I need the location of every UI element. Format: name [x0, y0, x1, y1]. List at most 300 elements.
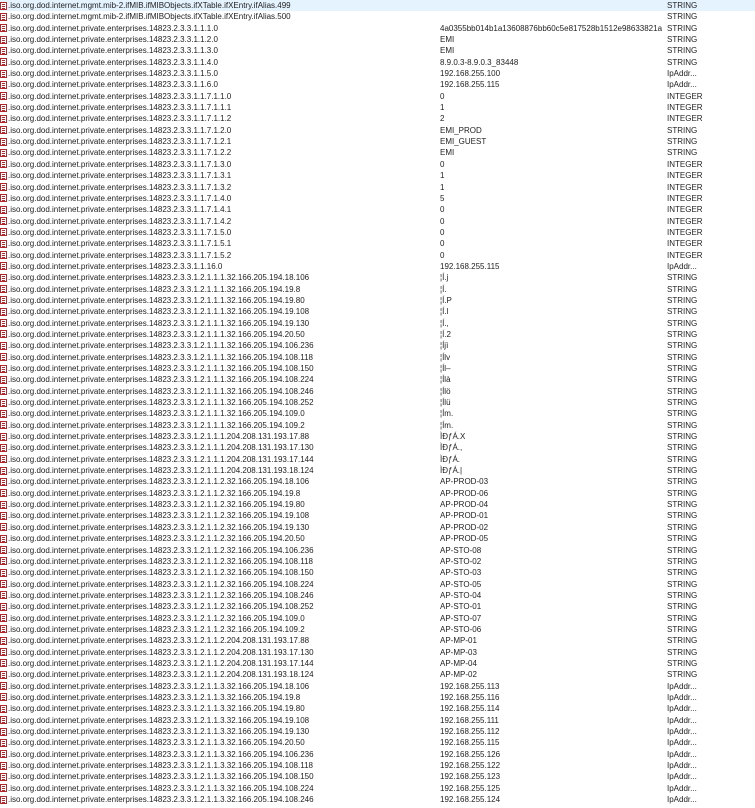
mib-leaf-icon	[0, 750, 7, 758]
mib-row[interactable]	[0, 318, 755, 329]
type-text: STRING	[667, 329, 698, 339]
value-text: AP-STO-04	[440, 590, 482, 600]
mib-leaf-icon	[0, 478, 7, 486]
oid-text: .iso.org.dod.internet.private.enterprises.14823.2.3.3.1.1.5.0	[8, 69, 218, 79]
value-text: ¦Í.	[440, 284, 447, 294]
value-text: ÌÐƒÁ.X	[440, 432, 466, 442]
mib-row[interactable]	[0, 715, 755, 726]
value-text: ¦Íjì	[440, 341, 449, 351]
value-text: AP-MP-02	[440, 670, 477, 680]
type-text: IpAddr...	[667, 772, 697, 782]
type-text: IpAddr...	[667, 727, 697, 736]
value-text: 0	[440, 250, 445, 260]
type-text: STRING	[667, 398, 698, 408]
oid-text: .iso.org.dod.internet.private.enterprises.14823.2.3.3.1.2.1.1.1.32.166.205.194.18.106	[8, 273, 310, 283]
type-text: IpAddr...	[667, 738, 697, 748]
mib-leaf-icon	[0, 625, 7, 633]
oid-text: .iso.org.dod.internet.private.enterprises.14823.2.3.3.1.2.1.1.3.32.166.205.194.19.108	[8, 715, 310, 725]
value-text: AP-STO-07	[440, 613, 482, 623]
mib-leaf-icon	[0, 240, 7, 248]
value-text: 192.168.255.116	[440, 692, 500, 702]
mib-leaf-icon	[0, 342, 7, 350]
type-text: INTEGER	[667, 103, 703, 113]
value-text: 1	[440, 103, 445, 113]
oid-text: .iso.org.dod.internet.private.enterprises.14823.2.3.3.1.2.1.1.2.204.208.131.193.17.130	[8, 647, 314, 657]
oid-text: .iso.org.dod.internet.private.enterprises.14823.2.3.3.1.2.1.1.2.32.166.205.194.19.108	[8, 511, 310, 521]
mib-row[interactable]	[0, 170, 755, 181]
mib-row[interactable]	[0, 45, 755, 56]
mib-row[interactable]	[0, 272, 755, 283]
mib-row[interactable]	[0, 499, 755, 510]
mib-row[interactable]	[0, 397, 755, 408]
oid-text: .iso.org.dod.internet.private.enterprises.14823.2.3.3.1.2.1.1.1.32.166.205.194.19.80	[8, 295, 305, 305]
value-text: EMI	[440, 35, 455, 45]
type-text: STRING	[667, 307, 698, 317]
mib-leaf-icon	[0, 13, 7, 21]
oid-text: .iso.org.dod.internet.private.enterprises.14823.2.3.3.1.2.1.1.1.32.166.205.194.109.2	[8, 420, 305, 430]
mib-row[interactable]	[0, 216, 755, 227]
value-text: 0	[440, 227, 445, 237]
type-text: STRING	[667, 35, 698, 45]
mib-leaf-icon	[0, 523, 7, 531]
oid-text: .iso.org.dod.internet.private.enterprises.14823.2.3.3.1.1.7.1.1.0	[8, 91, 232, 101]
oid-text: .iso.org.dod.internet.private.enterprises.14823.2.3.3.1.2.1.1.1.32.166.205.194.109.0	[8, 409, 305, 419]
oid-text: .iso.org.dod.internet.private.enterprises.14823.2.3.3.1.2.1.1.2.32.166.205.194.19.130	[8, 522, 310, 532]
oid-text: .iso.org.dod.internet.private.enterprises.14823.2.3.3.1.1.7.1.3.2	[8, 182, 232, 192]
mib-row[interactable]	[0, 681, 755, 692]
type-text: IpAddr...	[667, 761, 697, 771]
mib-row[interactable]	[0, 34, 755, 45]
value-text: 192.168.255.115	[440, 738, 500, 748]
mib-row[interactable]	[0, 613, 755, 624]
oid-text: .iso.org.dod.internet.private.enterprises.14823.2.3.3.1.2.1.1.2.204.208.131.193.17.88	[8, 636, 310, 646]
value-text: 0	[440, 91, 445, 101]
value-text: 0	[440, 159, 445, 169]
mib-leaf-icon	[0, 762, 7, 770]
mib-leaf-icon	[0, 728, 7, 736]
mib-leaf-icon	[0, 784, 7, 792]
mib-row[interactable]	[0, 329, 755, 340]
value-text: 192.168.255.114	[440, 704, 500, 714]
type-text: STRING	[667, 602, 698, 612]
type-text: STRING	[667, 590, 698, 600]
mib-leaf-icon	[0, 183, 7, 191]
value-text: EMI	[440, 148, 455, 158]
mib-leaf-icon	[0, 2, 7, 10]
oid-text: .iso.org.dod.internet.private.enterprises.14823.2.3.3.1.1.7.1.4.1	[8, 205, 232, 215]
type-text: STRING	[667, 579, 698, 589]
oid-text: .iso.org.dod.internet.private.enterprises.14823.2.3.3.1.2.1.1.1.32.166.205.194.108.224	[8, 375, 314, 385]
oid-text: .iso.org.dod.internet.private.enterprises.14823.2.3.3.1.1.7.1.2.2	[8, 148, 232, 158]
mib-leaf-icon	[0, 693, 7, 701]
value-text: 192.168.255.100	[440, 69, 501, 79]
mib-row[interactable]	[0, 227, 755, 238]
mib-leaf-icon	[0, 160, 7, 168]
mib-row[interactable]	[0, 261, 755, 272]
oid-text: .iso.org.dod.internet.private.enterprises.14823.2.3.3.1.1.7.1.1.2	[8, 114, 232, 124]
mib-row[interactable]	[0, 147, 755, 158]
mib-leaf-icon	[0, 228, 7, 236]
type-text: INTEGER	[667, 171, 703, 181]
type-text: IpAddr...	[667, 795, 697, 805]
value-text: AP-PROD-06	[440, 488, 489, 498]
value-text: ÌÐƒÁ.|	[440, 466, 463, 476]
oid-text: .iso.org.dod.internet.private.enterprises.14823.2.3.3.1.1.7.1.3.1	[8, 171, 232, 181]
mib-row[interactable]	[0, 658, 755, 669]
oid-text: .iso.org.dod.internet.private.enterprises.14823.2.3.3.1.2.1.1.3.32.166.205.194.108.150	[8, 772, 314, 782]
mib-row[interactable]	[0, 284, 755, 295]
mib-row[interactable]	[0, 692, 755, 703]
type-text: STRING	[667, 1, 698, 10]
mib-leaf-icon	[0, 580, 7, 588]
mib-leaf-icon	[0, 569, 7, 577]
value-text: 0	[440, 205, 445, 215]
mib-row[interactable]	[0, 340, 755, 351]
mib-row[interactable]	[0, 794, 755, 805]
mib-leaf-icon	[0, 47, 7, 55]
mib-row[interactable]	[0, 11, 755, 22]
mib-row[interactable]	[0, 579, 755, 590]
mib-row[interactable]	[0, 703, 755, 714]
mib-leaf-icon	[0, 773, 7, 781]
value-text: EMI_PROD	[440, 125, 482, 135]
type-text: STRING	[667, 556, 698, 566]
oid-text: .iso.org.dod.internet.private.enterprises.14823.2.3.3.1.2.1.1.2.32.166.205.194.109.2	[8, 624, 305, 634]
type-text: STRING	[667, 522, 698, 532]
mib-leaf-icon	[0, 92, 7, 100]
oid-text: .iso.org.dod.internet.private.enterprises.14823.2.3.3.1.1.7.1.4.0	[8, 193, 232, 203]
mib-leaf-icon	[0, 376, 7, 384]
mib-leaf-icon	[0, 36, 7, 44]
mib-row[interactable]	[0, 408, 755, 419]
mib-row[interactable]	[0, 113, 755, 124]
value-text: 192.168.255.125	[440, 783, 501, 793]
oid-text: .iso.org.dod.internet.private.enterprises.14823.2.3.3.1.2.1.1.1.32.166.205.194.106.236	[8, 341, 314, 351]
value-text: 192.168.255.126	[440, 749, 501, 759]
oid-text: .iso.org.dod.internet.private.enterprises.14823.2.3.3.1.1.4.0	[8, 57, 218, 67]
mib-leaf-icon	[0, 648, 7, 656]
oid-text: .iso.org.dod.internet.private.enterprises.14823.2.3.3.1.2.1.1.2.32.166.205.194.109.0	[8, 613, 305, 623]
mib-row[interactable]	[0, 386, 755, 397]
mib-leaf-icon	[0, 659, 7, 667]
value-text: 2	[440, 114, 445, 124]
mib-row[interactable]	[0, 57, 755, 68]
value-text: 192.168.255.115	[440, 80, 500, 90]
mib-leaf-icon	[0, 365, 7, 373]
mib-leaf-icon	[0, 285, 7, 293]
oid-text: .iso.org.dod.internet.private.enterprises.14823.2.3.3.1.2.1.1.1.204.208.131.193.18.124	[8, 466, 314, 476]
mib-row[interactable]	[0, 545, 755, 556]
type-text: INTEGER	[667, 250, 703, 260]
mib-leaf-icon	[0, 387, 7, 395]
value-text: ¦Ílü	[440, 398, 451, 408]
type-text: STRING	[667, 46, 698, 56]
oid-text: .iso.org.dod.internet.private.enterprises.14823.2.3.3.1.1.7.1.2.0	[8, 125, 232, 135]
value-text: AP-STO-01	[440, 602, 482, 612]
type-text: STRING	[667, 500, 698, 510]
type-text: INTEGER	[667, 91, 703, 101]
oid-text: .iso.org.dod.internet.private.enterprises.14823.2.3.3.1.2.1.1.3.32.166.205.194.108.118	[8, 761, 313, 771]
type-text: STRING	[667, 568, 698, 578]
mib-row[interactable]	[0, 749, 755, 760]
value-text: ¦Ílà	[440, 375, 451, 385]
mib-row[interactable]	[0, 635, 755, 646]
mib-leaf-icon	[0, 410, 7, 418]
mib-row[interactable]	[0, 737, 755, 748]
value-text: 192.168.255.122	[440, 761, 501, 771]
mib-leaf-icon	[0, 603, 7, 611]
mib-leaf-icon	[0, 557, 7, 565]
oid-text: .iso.org.dod.internet.mgmt.mib-2.ifMIB.ifMIBObjects.ifXTable.ifXEntry.ifAlias.499	[8, 1, 291, 10]
oid-text: .iso.org.dod.internet.private.enterprises.14823.2.3.3.1.2.1.1.1.32.166.205.194.108.246	[8, 386, 314, 396]
type-text: STRING	[667, 148, 698, 158]
type-text: STRING	[667, 409, 698, 419]
type-text: INTEGER	[667, 193, 703, 203]
type-text: INTEGER	[667, 227, 703, 237]
type-text: STRING	[667, 658, 698, 668]
mib-row[interactable]	[0, 442, 755, 453]
mib-row[interactable]	[0, 647, 755, 658]
value-text: AP-PROD-04	[440, 500, 489, 510]
oid-text: .iso.org.dod.internet.private.enterprises.14823.2.3.3.1.2.1.1.1.32.166.205.194.108.118	[8, 352, 313, 362]
type-text: STRING	[667, 466, 698, 476]
type-text: STRING	[667, 511, 698, 521]
oid-text: .iso.org.dod.internet.private.enterprises.14823.2.3.3.1.1.16.0	[8, 261, 223, 271]
oid-text: .iso.org.dod.internet.private.enterprises.14823.2.3.3.1.2.1.1.2.204.208.131.193.18.124	[8, 670, 314, 680]
value-text: AP-PROD-02	[440, 522, 489, 532]
mib-leaf-icon	[0, 353, 7, 361]
value-text: AP-MP-04	[440, 658, 477, 668]
type-text: STRING	[667, 318, 698, 328]
value-text: AP-STO-05	[440, 579, 482, 589]
oid-text: .iso.org.dod.internet.private.enterprises.14823.2.3.3.1.2.1.1.3.32.166.205.194.106.236	[8, 749, 314, 759]
oid-text: .iso.org.dod.internet.private.enterprises.14823.2.3.3.1.2.1.1.2.32.166.205.194.108.118	[8, 556, 313, 566]
mib-leaf-icon	[0, 739, 7, 747]
oid-text: .iso.org.dod.internet.mgmt.mib-2.ifMIB.ifMIBObjects.ifXTable.ifXEntry.ifAlias.500	[8, 12, 291, 22]
mib-row[interactable]	[0, 624, 755, 635]
mib-leaf-icon	[0, 319, 7, 327]
mib-row[interactable]	[0, 125, 755, 136]
type-text: STRING	[667, 137, 698, 147]
mib-leaf-icon	[0, 501, 7, 509]
mib-row[interactable]	[0, 510, 755, 521]
mib-row[interactable]	[0, 363, 755, 374]
mib-row[interactable]	[0, 159, 755, 170]
mib-leaf-icon	[0, 115, 7, 123]
mib-row[interactable]	[0, 374, 755, 385]
mib-row[interactable]	[0, 726, 755, 737]
oid-text: .iso.org.dod.internet.private.enterprises.14823.2.3.3.1.2.1.1.1.32.166.205.194.19.8	[8, 284, 301, 294]
type-text: STRING	[667, 364, 698, 373]
value-text: AP-PROD-05	[440, 534, 489, 544]
mib-leaf-icon	[0, 330, 7, 338]
mib-leaf-icon	[0, 104, 7, 112]
type-text: IpAddr...	[667, 69, 697, 79]
mib-leaf-icon	[0, 296, 7, 304]
mib-leaf-icon	[0, 444, 7, 452]
oid-text: .iso.org.dod.internet.private.enterprises.14823.2.3.3.1.2.1.1.1.32.166.205.194.108.252	[8, 398, 314, 408]
value-text: ¦Ílv	[440, 352, 451, 362]
oid-text: .iso.org.dod.internet.private.enterprises.14823.2.3.3.1.1.2.0	[8, 35, 218, 45]
value-text: ¦Ím.	[440, 420, 454, 430]
type-text: STRING	[667, 477, 698, 487]
mib-row[interactable]	[0, 465, 755, 476]
mib-row[interactable]	[0, 420, 755, 431]
mib-leaf-icon	[0, 433, 7, 441]
type-text: IpAddr...	[667, 80, 697, 90]
oid-text: .iso.org.dod.internet.private.enterprises.14823.2.3.3.1.2.1.1.2.32.166.205.194.20.50	[8, 534, 305, 544]
value-text: AP-STO-02	[440, 556, 482, 566]
mib-row[interactable]	[0, 182, 755, 193]
type-text: STRING	[667, 432, 698, 442]
mib-row[interactable]	[0, 431, 755, 442]
mib-leaf-icon	[0, 217, 7, 225]
mib-row[interactable]	[0, 476, 755, 487]
type-text: STRING	[667, 488, 698, 498]
mib-leaf-icon	[0, 591, 7, 599]
value-text: ÌÐƒÁ.	[440, 454, 461, 464]
oid-text: .iso.org.dod.internet.private.enterprises.14823.2.3.3.1.2.1.1.2.32.166.205.194.19.80	[8, 500, 305, 510]
mib-row[interactable]	[0, 68, 755, 79]
value-text: 1	[440, 171, 445, 181]
type-text: STRING	[667, 284, 698, 294]
value-text: AP-STO-08	[440, 545, 482, 555]
mib-leaf-icon	[0, 535, 7, 543]
mib-row[interactable]	[0, 102, 755, 113]
mib-row[interactable]	[0, 454, 755, 465]
type-text: STRING	[667, 341, 698, 351]
mib-row[interactable]	[0, 590, 755, 601]
value-text: 192.168.255.112	[440, 727, 500, 736]
value-text: 192.168.255.124	[440, 795, 501, 805]
mib-row[interactable]	[0, 522, 755, 533]
value-text: EMI_GUEST	[440, 137, 487, 147]
type-text: STRING	[667, 295, 698, 305]
mib-leaf-icon	[0, 172, 7, 180]
value-text: ¦Í.,	[440, 318, 449, 328]
mib-leaf-icon	[0, 274, 7, 282]
oid-text: .iso.org.dod.internet.private.enterprises.14823.2.3.3.1.2.1.1.2.32.166.205.194.108.224	[8, 579, 314, 589]
mib-row[interactable]	[0, 295, 755, 306]
value-text: ¦Ílö	[440, 386, 451, 396]
type-text: STRING	[667, 57, 698, 67]
mib-leaf-icon	[0, 682, 7, 690]
value-text: AP-STO-06	[440, 624, 482, 634]
mib-row[interactable]	[0, 533, 755, 544]
type-text: STRING	[667, 454, 698, 464]
type-text: STRING	[667, 636, 698, 646]
mib-row[interactable]	[0, 0, 755, 11]
mib-row[interactable]	[0, 79, 755, 90]
value-text: 5	[440, 193, 445, 203]
oid-text: .iso.org.dod.internet.private.enterprises.14823.2.3.3.1.2.1.1.2.32.166.205.194.108.246	[8, 590, 314, 600]
mib-leaf-icon	[0, 614, 7, 622]
mib-leaf-icon	[0, 546, 7, 554]
value-text: ¦Í.P	[440, 295, 452, 305]
type-text: STRING	[667, 545, 698, 555]
mib-row[interactable]	[0, 91, 755, 102]
type-text: IpAddr...	[667, 681, 697, 691]
value-text: ÌÐƒÁ.,	[440, 443, 463, 453]
oid-text: .iso.org.dod.internet.private.enterprises.14823.2.3.3.1.1.7.1.5.2	[8, 250, 232, 260]
oid-text: .iso.org.dod.internet.private.enterprises.14823.2.3.3.1.2.1.1.1.204.208.131.193.17.88	[8, 432, 310, 442]
mib-leaf-icon	[0, 467, 7, 475]
oid-text: .iso.org.dod.internet.private.enterprises.14823.2.3.3.1.2.1.1.2.32.166.205.194.18.106	[8, 477, 310, 487]
mib-row[interactable]	[0, 23, 755, 34]
type-text: INTEGER	[667, 239, 703, 249]
mib-leaf-icon	[0, 70, 7, 78]
value-text: 4a0355bb014b1a13608876bb60c5e817528b1512e98633821a	[440, 23, 663, 33]
value-text: 192.168.255.113	[440, 681, 500, 691]
mib-leaf-icon	[0, 251, 7, 259]
mib-leaf-icon	[0, 24, 7, 32]
mib-row[interactable]	[0, 306, 755, 317]
oid-text: .iso.org.dod.internet.private.enterprises.14823.2.3.3.1.1.1.0	[8, 23, 218, 33]
value-text: 0	[440, 216, 445, 226]
mib-row[interactable]	[0, 352, 755, 363]
type-text: INTEGER	[667, 216, 703, 226]
mib-leaf-icon	[0, 262, 7, 270]
oid-text: .iso.org.dod.internet.private.enterprises.14823.2.3.3.1.2.1.1.3.32.166.205.194.18.106	[8, 681, 310, 691]
mib-row[interactable]	[0, 488, 755, 499]
value-text: 0	[440, 239, 445, 249]
mib-row[interactable]	[0, 204, 755, 215]
mib-leaf-icon	[0, 489, 7, 497]
type-text: STRING	[667, 375, 698, 385]
mib-leaf-icon	[0, 637, 7, 645]
type-text: IpAddr...	[667, 692, 697, 702]
oid-text: .iso.org.dod.internet.private.enterprises.14823.2.3.3.1.2.1.1.1.204.208.131.193.17.144	[8, 454, 314, 464]
oid-text: .iso.org.dod.internet.private.enterprises.14823.2.3.3.1.2.1.1.3.32.166.205.194.19.8	[8, 692, 301, 702]
mib-row[interactable]	[0, 250, 755, 261]
mib-row[interactable]	[0, 783, 755, 794]
mib-row[interactable]	[0, 193, 755, 204]
mib-row[interactable]	[0, 601, 755, 612]
oid-text: .iso.org.dod.internet.private.enterprises.14823.2.3.3.1.2.1.1.1.32.166.205.194.19.130	[8, 318, 310, 328]
oid-text: .iso.org.dod.internet.private.enterprises.14823.2.3.3.1.1.6.0	[8, 80, 218, 90]
type-text: STRING	[667, 443, 698, 453]
mib-leaf-icon	[0, 716, 7, 724]
mib-row[interactable]	[0, 567, 755, 578]
value-text: ¦Ím.	[440, 409, 454, 419]
type-text: STRING	[667, 647, 698, 657]
value-text: 8.9.0.3-8.9.0.3_83448	[440, 57, 519, 67]
mib-leaf-icon	[0, 138, 7, 146]
mib-row[interactable]	[0, 136, 755, 147]
oid-text: .iso.org.dod.internet.private.enterprises.14823.2.3.3.1.1.7.1.1.1	[8, 103, 232, 113]
oid-text: .iso.org.dod.internet.private.enterprises.14823.2.3.3.1.2.1.1.3.32.166.205.194.108.246	[8, 795, 314, 805]
type-text: STRING	[667, 534, 698, 544]
type-text: IpAddr...	[667, 783, 697, 793]
oid-text: .iso.org.dod.internet.private.enterprises.14823.2.3.3.1.1.7.1.4.2	[8, 216, 232, 226]
value-text: ¦Í.2	[440, 329, 451, 339]
mib-leaf-icon	[0, 194, 7, 202]
mib-leaf-icon	[0, 512, 7, 520]
mib-leaf-icon	[0, 126, 7, 134]
mib-row[interactable]	[0, 556, 755, 567]
mib-row[interactable]	[0, 760, 755, 771]
mib-row[interactable]	[0, 771, 755, 782]
value-text: 192.168.255.115	[440, 261, 500, 271]
oid-text: .iso.org.dod.internet.private.enterprises.14823.2.3.3.1.2.1.1.3.32.166.205.194.20.50	[8, 738, 305, 748]
value-text: AP-STO-03	[440, 568, 482, 578]
mib-row[interactable]	[0, 238, 755, 249]
mib-row[interactable]	[0, 669, 755, 680]
oid-text: .iso.org.dod.internet.private.enterprises.14823.2.3.3.1.2.1.1.2.32.166.205.194.19.8	[8, 488, 301, 498]
oid-text: .iso.org.dod.internet.private.enterprises.14823.2.3.3.1.1.7.1.5.1	[8, 239, 232, 249]
mib-leaf-icon	[0, 455, 7, 463]
value-text: ¦Í.j	[440, 273, 449, 283]
